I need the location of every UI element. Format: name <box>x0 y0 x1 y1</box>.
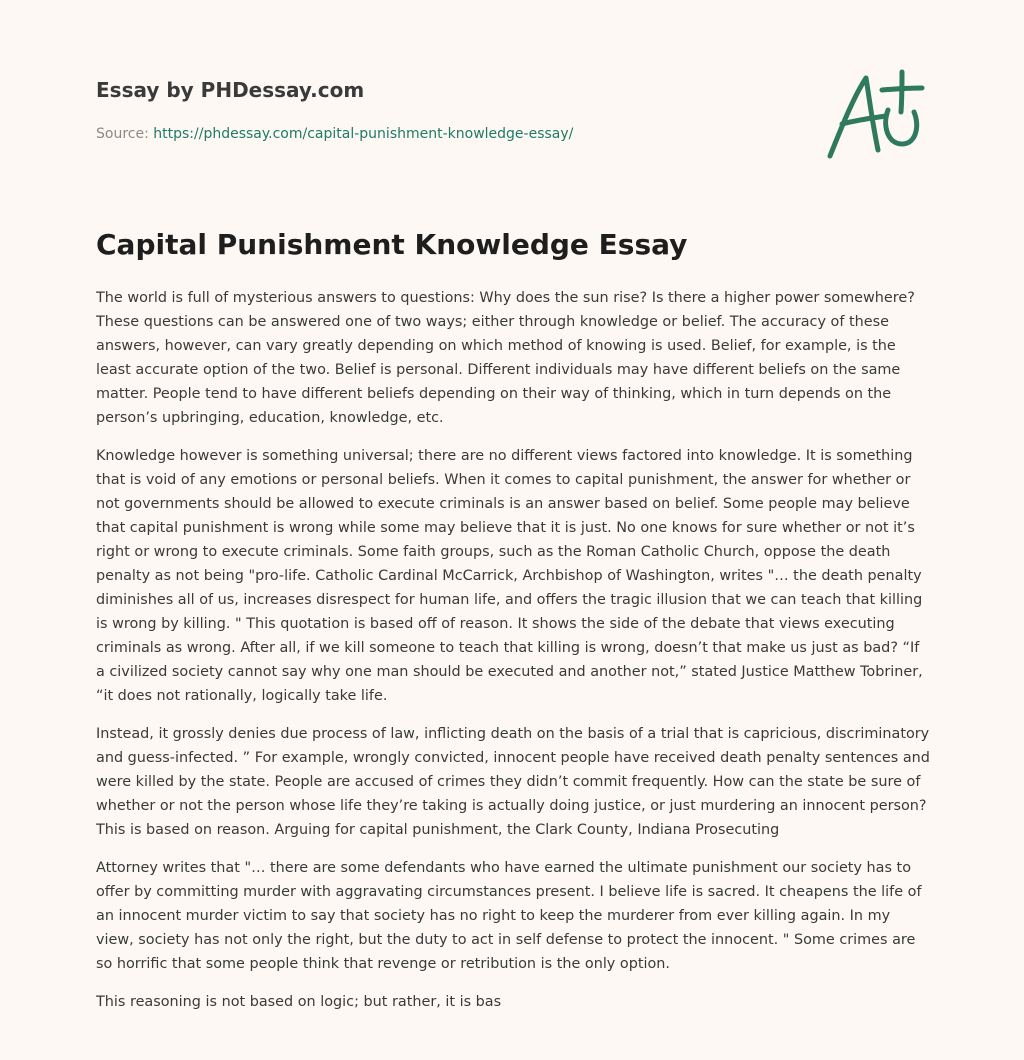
article-paragraph: Attorney writes that "… there are some defendants who have earned the ultimate punishment our society has to offer by committing murder with aggravating circumstances present. I believe life is sacred. It cheapens the life of an innocent murder victim to say that society has no right to keep the murderer from ever killing again. In my view, society has not only the right, but the duty to act in self defense to protect the innocent. " Some crimes are so horrific that some people think that revenge or retribution is the only option. <box>96 860 922 972</box>
page-header <box>96 76 796 142</box>
article-paragraph: Knowledge however is something universal; there are no different views factored into knowledge. It is something that is void of any emotions or personal beliefs. When it comes to capital punishment, the answer for whether or not governments should be allowed to execute criminals is an answer based on belief. Some people may believe that capital punishment is wrong while some may believe that it is just. No one knows for sure whether or not it’s right or wrong to execute criminals. Some faith groups, such as the Roman Catholic Church, oppose the death penalty as not being "pro-life. Catholic Cardinal McCarrick, Archbishop of Washington, writes "… the death penalty diminishes all of us, increases disrespect for human life, and offers the tragic illusion that we can teach that killing is wrong by killing. " This quotation is based off of reason. It shows the side of the debate that views executing criminals as wrong. After all, if we kill someone to teach that killing is wrong, doesn’t that make us just as bad? “If a civilized society cannot say why one man should be executed and another not,” stated Justice Matthew Tobriner, “it does not rationally, logically take life. <box>96 448 923 704</box>
site-brand: Essay by PHDessay.com <box>96 78 365 102</box>
a-plus-logo <box>822 66 932 166</box>
article-paragraph: Instead, it grossly denies due process of law, inflicting death on the basis of a trial that is capricious, discriminatory and guess-infected. ” For example, wrongly convicted, innocent people have received death penalty sentences and were killed by the state. People are accused of crimes they didn’t commit frequently. How can the state be sure of whether or not the person whose life they’re taking is actually doing justice, or just murdering an innocent person? This is based on reason. Arguing for capital punishment, the Clark County, Indiana Prosecuting <box>96 726 930 838</box>
source-line <box>96 126 573 142</box>
article-paragraph: This reasoning is not based on logic; but rather, it is bas <box>96 994 502 1010</box>
source-label: Source: <box>96 126 154 142</box>
source-link[interactable]: https://phdessay.com/capital-punishment-knowledge-essay/ <box>153 126 574 142</box>
article-body <box>96 286 932 1028</box>
article-title: Capital Punishment Knowledge Essay <box>96 228 688 261</box>
article-paragraph: The world is full of mysterious answers to questions: Why does the sun rise? Is there a higher power somewhere? These questions can be answered one of two ways; either through knowledge or belief. The accuracy of these answers, however, can vary greatly depending on which method of knowing is used. Belief, for example, is the least accurate option of the two. Belief is personal. Different individuals may have different beliefs on the same matter. People tend to have different beliefs depending on their way of thinking, which in turn depends on the person’s upbringing, education, knowledge, etc. <box>96 290 915 426</box>
